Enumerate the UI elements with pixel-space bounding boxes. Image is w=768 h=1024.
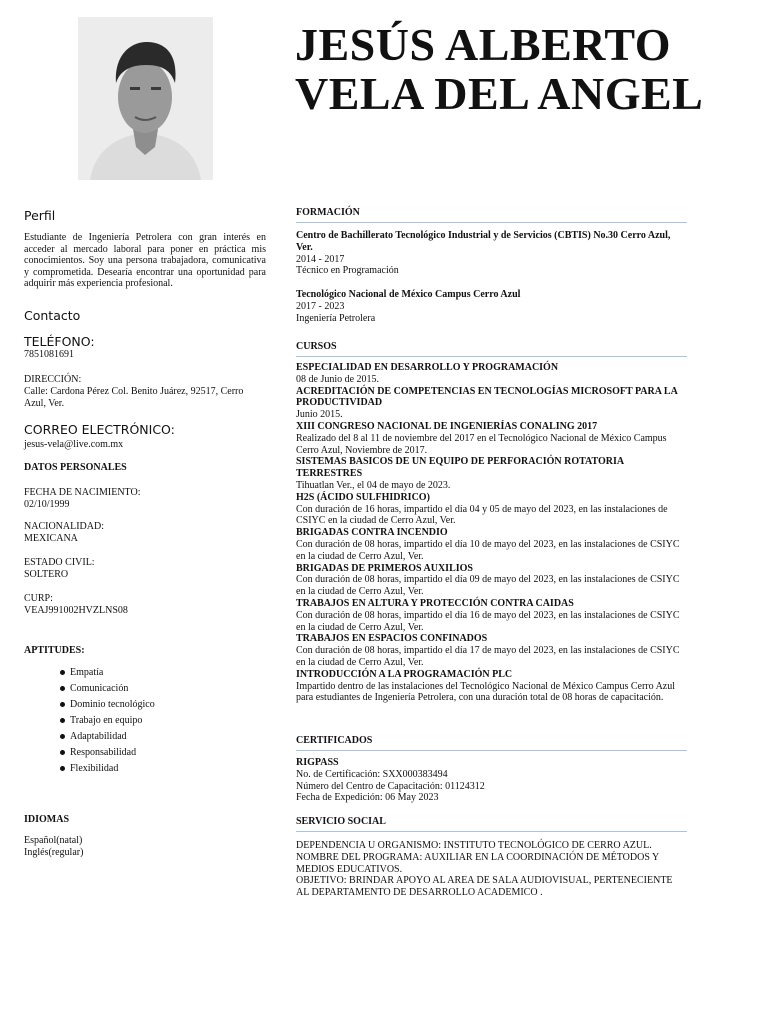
course-title: TRABAJOS EN ALTURA Y PROTECCIÓN CONTRA CAIDAS <box>296 597 574 609</box>
portrait-illustration <box>78 17 213 180</box>
name-line-1: JESÚS ALBERTO <box>295 19 672 70</box>
course-item <box>296 669 688 704</box>
education-degree: Técnico en Programación <box>296 265 399 277</box>
course-item <box>296 362 688 386</box>
course-item <box>296 421 688 456</box>
aptitude-item: Flexibilidad <box>60 764 155 780</box>
aptitude-item: Responsabilidad <box>60 748 155 764</box>
courses-list <box>296 362 688 704</box>
email-label: CORREO ELECTRÓNICO: <box>24 422 175 437</box>
aptitude-item: Dominio tecnológico <box>60 700 155 716</box>
course-title: H2S (ÁCIDO SULFHIDRICO) <box>296 491 430 503</box>
course-title: ACREDITACIÓN DE COMPETENCIAS EN TECNOLOGÍAS MICROSOFT PARA LA PRODUCTIVIDAD <box>296 385 678 409</box>
course-detail: Con duración de 08 horas, impartido el día 10 de mayo del 2023, en las instalaciones de CSIYC en la ciudad de Cerro Azul, Ver. <box>296 538 680 562</box>
contact-heading: Contacto <box>24 308 81 323</box>
nationality-label: NACIONALIDAD: <box>24 521 104 532</box>
aptitude-item: Adaptabilidad <box>60 732 155 748</box>
course-detail: Con duración de 08 horas, impartido el día 09 de mayo del 2023, en las instalaciones de CSIYC en la ciudad de Cerro Azul, Ver. <box>296 574 680 598</box>
course-detail: Con duración de 08 horas, impartido el día 16 de mayo del 2023, en las instalaciones de CSIYC en la ciudad de Cerro Azul, Ver. <box>296 609 680 633</box>
course-detail: Con duración de 08 horas, impartido el día 17 de mayo del 2023, en las instalaciones de CSIYC en la ciudad de Cerro Azul, Ver. <box>296 645 680 668</box>
education-degree: Ingeniería Petrolera <box>296 312 376 324</box>
course-detail: Impartido dentro de las instalaciones del Tecnológico Nacional de México Campus Cerro Azul para estudiantes de Ingeniería Petrolera, con una duración total de 08 horas de capacitación. <box>296 680 676 704</box>
civil-status-value: SOLTERO <box>24 569 69 580</box>
candidate-name <box>295 20 703 118</box>
social-service-objective: OBJETIVO: BRINDAR APOYO AL AREA DE SALA AUDIOVISUAL, PERTENECIENTE AL DEPARTAMENTO DE DESARROLLO ACADEMICO . <box>296 875 673 899</box>
course-item <box>296 633 688 668</box>
email-value: jesus-vela@live.com.mx <box>24 439 124 450</box>
course-title: BRIGADAS DE PRIMEROS AUXILIOS <box>296 562 473 574</box>
course-title: INTRODUCCIÓN A LA PROGRAMACIÓN PLC <box>296 668 513 680</box>
profile-heading: Perfil <box>24 208 56 223</box>
certificate-date: Fecha de Expedición: 06 May 2023 <box>296 792 439 804</box>
phone-label: TELÉFONO: <box>24 334 95 349</box>
course-item <box>296 492 688 527</box>
course-detail: Tihuatlan Ver., el 04 de mayo de 2023. <box>296 479 451 491</box>
courses-heading: CURSOS <box>296 341 687 357</box>
aptitudes-heading: APTITUDES: <box>24 645 85 656</box>
address-value: Calle: Cardona Pérez Col. Benito Juárez, 92517, Cerro Azul, Ver. <box>24 386 244 409</box>
languages-heading: IDIOMAS <box>24 814 70 825</box>
education-years: 2017 - 2023 <box>296 300 345 312</box>
address-label: DIRECCIÓN: <box>24 374 82 385</box>
profile-text: Estudiante de Ingeniería Petrolera con gran interés en acceder al mercado laboral para poner en práctica mis conocimientos. Soy una persona trabajadora, comunicativa y comprometida. Desearía encontrar una oportunidad para adquirir más experiencia profesional. <box>24 232 266 289</box>
aptitude-item: Comunicación <box>60 684 155 700</box>
certificate-item <box>296 757 688 804</box>
language-item: Español(natal) <box>24 835 83 846</box>
course-title: XIII CONGRESO NACIONAL DE INGENIERÍAS CONALING 2017 <box>296 420 598 432</box>
certificate-center: Número del Centro de Capacitación: 01124312 <box>296 780 485 792</box>
course-item <box>296 598 688 633</box>
course-detail: Junio 2015. <box>296 409 343 421</box>
course-detail: Con duración de 16 horas, impartido el día 04 y 05 de mayo del 2023, en las instalaciones de CSIYC en la ciudad de Cerro Azul, Ver. <box>296 503 668 527</box>
certificate-number: No. de Certificación: SXX000383494 <box>296 768 448 780</box>
course-item <box>296 527 688 562</box>
curp-label: CURP: <box>24 593 53 604</box>
personal-data-heading: DATOS PERSONALES <box>24 462 127 473</box>
birth-value: 02/10/1999 <box>24 499 70 510</box>
course-title: TRABAJOS EN ESPACIOS CONFINADOS <box>296 633 488 645</box>
course-item <box>296 456 688 491</box>
course-item <box>296 563 688 598</box>
social-service-organism: DEPENDENCIA U ORGANISMO: INSTITUTO TECNOLÓGICO DE CERRO AZUL. <box>296 840 652 851</box>
profile-photo <box>78 17 213 180</box>
social-service-program: NOMBRE DEL PROGRAMA: AUXILIAR EN LA COORDINACIÓN DE MÉTODOS Y MEDIOS EDUCATIVOS. <box>296 851 659 875</box>
course-title: BRIGADAS CONTRA INCENDIO <box>296 527 448 539</box>
education-years: 2014 - 2017 <box>296 253 345 265</box>
education-item <box>296 289 688 324</box>
aptitude-item: Empatía <box>60 668 155 684</box>
course-detail: Realizado del 8 al 11 de noviembre del 2017 en el Tecnológico Nacional de México Campus Cerro Azul, Noviembre de 2017. <box>296 432 667 456</box>
name-line-2: VELA DEL ANGEL <box>295 68 704 119</box>
course-detail: 08 de Junio de 2015. <box>296 373 380 385</box>
curp-value: VEAJ991002HVZLNS08 <box>24 605 128 616</box>
social-service-heading: SERVICIO SOCIAL <box>296 816 687 832</box>
social-service-details <box>296 840 682 899</box>
certificates-heading: CERTIFICADOS <box>296 735 687 751</box>
aptitudes-list <box>60 668 155 780</box>
course-item <box>296 386 688 421</box>
education-school: Centro de Bachillerato Tecnológico Industrial y de Servicios (CBTIS) No.30 Cerro Azul, Ver. <box>296 230 671 253</box>
nationality-value: MEXICANA <box>24 533 78 544</box>
certificate-title: RIGPASS <box>296 757 339 768</box>
phone-value: 7851081691 <box>24 349 74 360</box>
education-item <box>296 230 684 277</box>
education-heading: FORMACIÓN <box>296 207 687 223</box>
course-title: ESPECIALIDAD EN DESARROLLO Y PROGRAMACIÓN <box>296 362 559 373</box>
aptitude-item: Trabajo en equipo <box>60 716 155 732</box>
birth-label: FECHA DE NACIMIENTO: <box>24 487 141 498</box>
course-title: SISTEMAS BASICOS DE UN EQUIPO DE PERFORACIÓN ROTATORIA TERRESTRES <box>296 456 624 480</box>
civil-status-label: ESTADO CIVIL: <box>24 557 95 568</box>
education-school: Tecnológico Nacional de México Campus Cerro Azul <box>296 289 521 300</box>
language-item: Inglés(regular) <box>24 847 84 858</box>
